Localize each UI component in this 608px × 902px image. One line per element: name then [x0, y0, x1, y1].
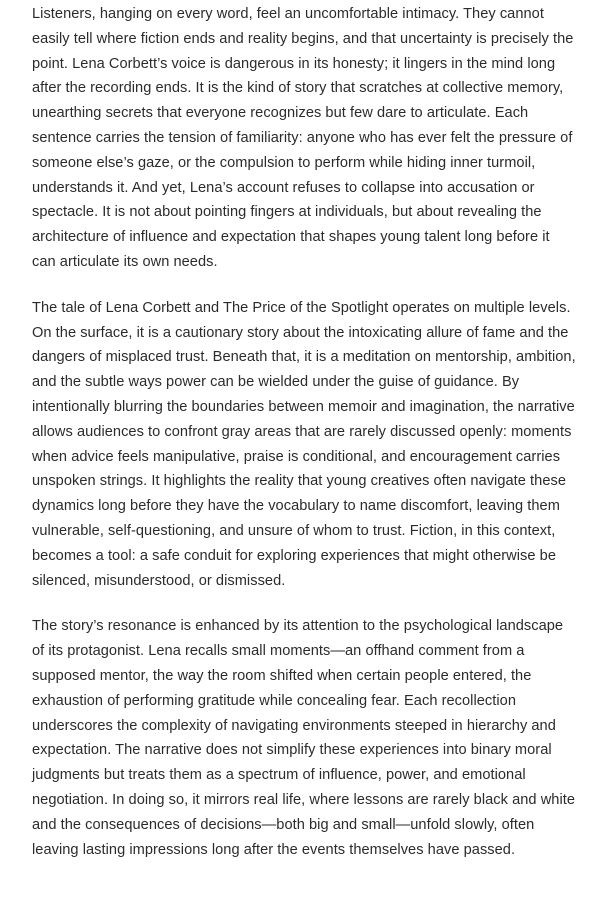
paragraph-resonance: The story’s resonance is enhanced by its attention to the psychological landscape of its protagonist. Lena recalls small moments—an offhand comment from a supposed mentor, the way the room shifted when certain people entered, the exhaustion of performing gratitude while concealing fear. Each recollection underscores the complexity of navigating environments steeped in hierarchy and expectation. The narrative does not simplify these experiences into binary moral judgments but treats them as a spectrum of influence, power, and emotional negotiation. In doing so, it mirrors real life, where lessons are rarely black and white and the consequences of decisions—both big and small—unfold slowly, often leaving lasting impressions long after the events themselves have passed. — [32, 618, 576, 858]
paragraph-tale-of-lena: The tale of Lena Corbett and The Price of the Spotlight operates on multiple levels. On the surface, it is a cautionary story about the intoxicating allure of fame and the dangers of misplaced trust. Beneath that, it is a meditation on mentorship, ambition, and the subtle ways power can be wielded under the guise of guidance. By intentionally blurring the boundaries between memoir and imagination, the narrative allows audiences to confront gray areas that are rarely discussed openly: moments when advice feels manipulative, praise is conditional, and encouragement carries unspoken strings. It highlights the reality that young creatives often navigate these dynamics long before they have the vocabulary to name discomfort, leaving them vulnerable, self-questioning, and unsure of whom to trust. Fiction, in this context, becomes a tool: a safe conduit for exploring experiences that might otherwise be silenced, misunderstood, or dismissed. — [32, 299, 576, 589]
paragraph-listeners: Listeners, hanging on every word, feel an uncomfortable intimacy. They cannot easily tell where fiction ends and reality begins, and that uncertainty is precisely the point. Lena Corbett’s voice is dangerous in its honesty; it lingers in the mind long after the recording ends. It is the kind of story that scratches at collective memory, unearthing secrets that everyone recognizes but few dare to articulate. Each sentence carries the tension of familiarity: anyone who has ever felt the pressure of someone else’s gaze, or the compulsion to perform while hiding inner turmoil, understands it. And yet, Lena’s account refuses to collapse into accusation or spectacle. It is not about pointing fingers at individuals, but about revealing the architecture of influence and expectation that shapes young talent long before it can articulate its own needs. — [32, 6, 574, 270]
